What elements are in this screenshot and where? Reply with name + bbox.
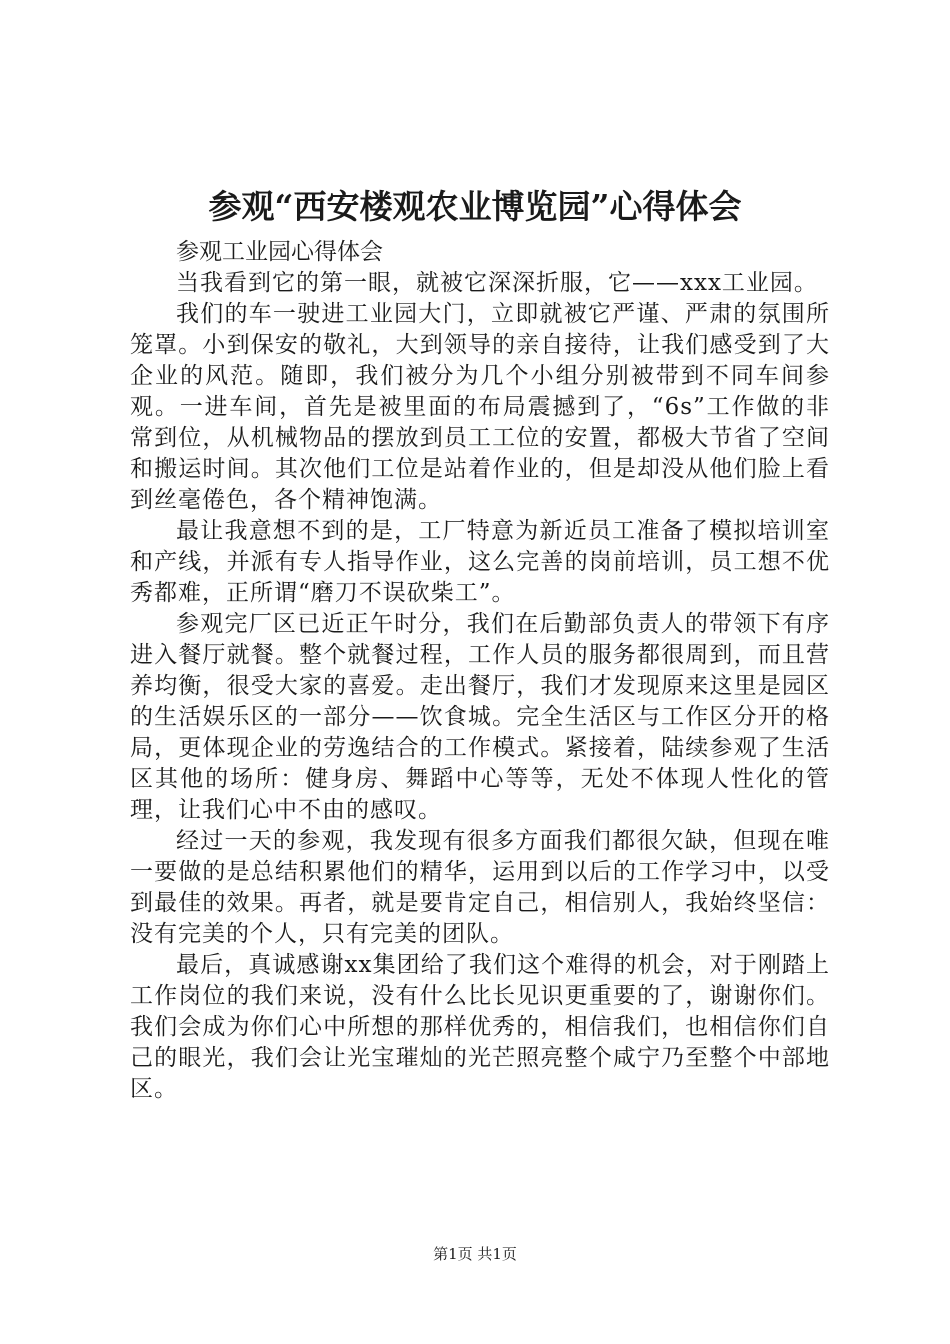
paragraph-2: 我们的车一驶进工业园大门，立即就被它严谨、严肃的氛围所笼罩。小到保安的敬礼，大到领导的亲自接待，让我们感受到了大企业的风范。随即，我们被分为几个小组分别被带到不同车间参观。一进车间，首先是被里面的布局震撼到了，“6s”工作做的非常到位，从机械物品的摆放到员工工位的安置，都极大节省了空间和搬运时间。其次他们工位是站着作业的，但是却没从他们脸上看到丝毫倦色，各个精神饱满。 bbox=[130, 301, 830, 513]
document-subtitle: 参观工业园心得体会 bbox=[176, 239, 383, 265]
paragraph-4: 参观完厂区已近正午时分，我们在后勤部负责人的带领下有序进入餐厅就餐。整个就餐过程，工作人员的服务都很周到，而且营养均衡，很受大家的喜爱。走出餐厅，我们才发现原来这里是园区的生活娱乐区的一部分——饮食城。完全生活区与工作区分开的格局，更体现企业的劳逸结合的工作模式。紧接着，陆续参观了生活区其他的场所：健身房、舞蹈中心等等，无处不体现人性化的管理，让我们心中不由的感叹。 bbox=[130, 611, 830, 823]
paragraph-3: 最让我意想不到的是，工厂特意为新近员工准备了模拟培训室和产线，并派有专人指导作业，这么完善的岗前培训，员工想不优秀都难，正所谓“磨刀不误砍柴工”。 bbox=[130, 518, 830, 606]
document-body bbox=[130, 237, 830, 1105]
paragraph-6: 最后，真诚感谢xx集团给了我们这个难得的机会，对于刚踏上工作岗位的我们来说，没有什么比长见识更重要的了，谢谢你们。我们会成为你们心中所想的那样优秀的，相信我们，也相信你们自己的眼光，我们会让光宝璀灿的光芒照亮整个咸宁乃至整个中部地区。 bbox=[130, 952, 830, 1102]
page-footer: 第1页 共1页 bbox=[433, 1245, 517, 1263]
document-title: 参观“西安楼观农业博览园”心得体会 bbox=[208, 187, 742, 226]
paragraph-1: 当我看到它的第一眼，就被它深深折服，它——xxx工业园。 bbox=[176, 270, 818, 296]
paragraph-5: 经过一天的参观，我发现有很多方面我们都很欠缺，但现在唯一要做的是总结积累他们的精华，运用到以后的工作学习中，以受到最佳的效果。再者，就是要肯定自己，相信别人，我始终坚信：没有完美的个人，只有完美的团队。 bbox=[130, 828, 830, 947]
